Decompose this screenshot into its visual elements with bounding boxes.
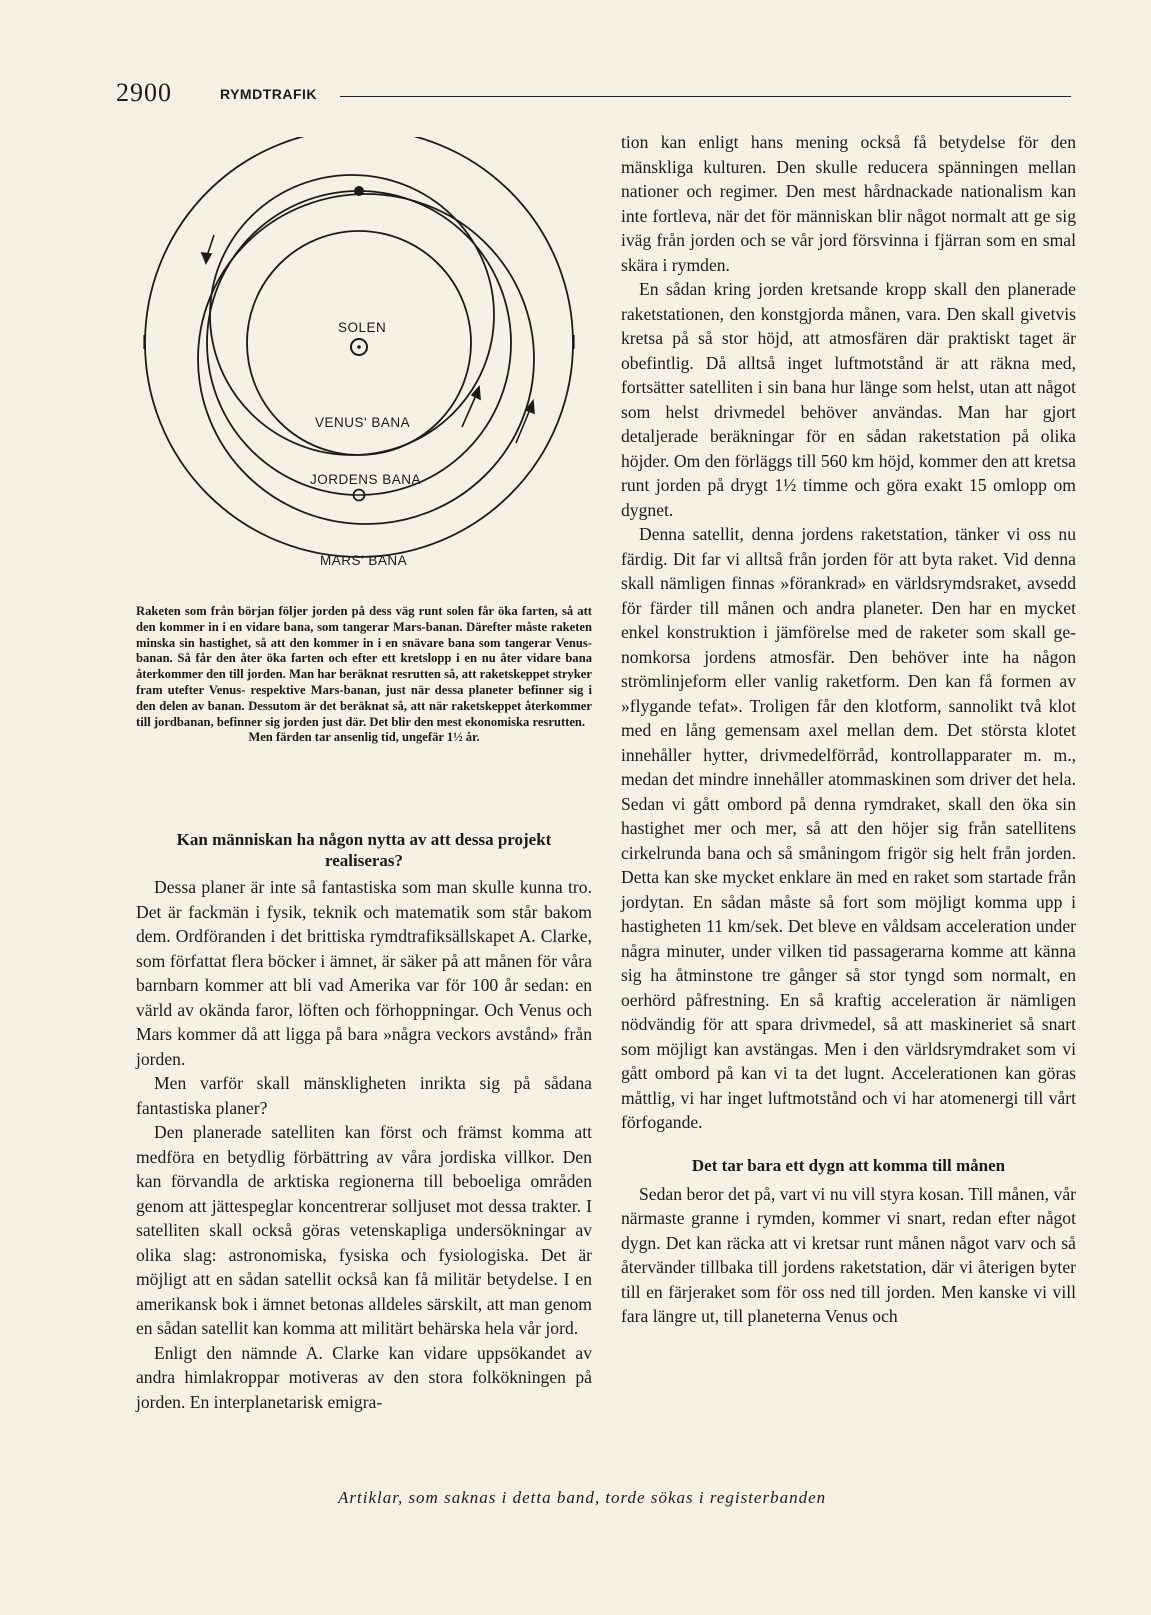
figure-caption bbox=[136, 604, 592, 746]
rocket-dot bbox=[354, 186, 364, 196]
paragraph: Men varför skall mänskligheten inrikta sig på sådana fantastiska planer? bbox=[136, 1073, 592, 1118]
page-number: 2900 bbox=[116, 78, 172, 107]
section-heading: Kan människan ha någon nytta av att dessa projekt realiseras? bbox=[176, 830, 552, 870]
arrow-right bbox=[516, 407, 531, 443]
venus-label: VENUS' BANA bbox=[315, 415, 411, 430]
caption-text: Raketen som från början följer jorden på dess väg runt solen får öka farten, så att den kommer in i en vidare bana, som tangerar Mars-banan. Därefter måste raketen minska sin hastighet, så att den kommer in i en snävare bana som tangerar Venus-banan. Så får den åter öka farten och efter ett kretslopp i en nu åter vidare bana återkommer den till jorden. Man har beräknat resrutten så, att raketskeppet stryker fram utefter Venus- respektive Mars-banan, just när dessa planeter befinner sig i den delen av banan. Dessutom är det beräknat så, att när raketskeppet återkommer till jordbanan, befinner sig jorden just där. Det blir den mest ekonomiska resrutten. bbox=[136, 604, 592, 729]
left-column bbox=[136, 829, 592, 1414]
running-head: RYMDTRAFIK bbox=[220, 86, 318, 102]
page-footer: Artiklar, som saknas i detta band, torde sökas i registerbanden bbox=[338, 1488, 827, 1507]
paragraph: Den planerade satelliten kan först och främst komma att medföra en betydlig förbättring av våra jordiska villkor. Den kan förvandla de arktiska regionerna till beboeliga områden genom att jättespeglar koncentrerar solljuset mot dessa trakter. I satelliten skall också göras vetenskapliga undersökningar av olika slag: astronomiska, fysiska och fysiologiska. Det är möjligt att en sådan satellit också kan få militär betydelse. I en amerikansk bok i ämnet betonas alldeles särskilt, att man genom en sådan satellit kan komma att militärt behärska hela vår jord. bbox=[136, 1122, 592, 1338]
mars-label: MARS' BANA bbox=[320, 553, 408, 568]
paragraph: Dessa planer är inte så fantastiska som man skulle kunna tro. Det är fackmän i fysik, teknik och matematik som står bakom dem. Ordföranden i det brittiska rymdtrafiksällskapet A. Clarke, som författat flera böcker i ämnet, är säker på att månen för våra barnbarn kommer att bli vad Amerika var för 100 år sedan: en värld av okända faror, löften och förhoppningar. Och Venus och Mars kommer då att ligga på bara »några veckors avstånd» från jorden. bbox=[136, 877, 592, 1069]
paragraph: Denna satellit, denna jordens raketstation, tänker vi oss nu färdig. Dit far vi alltså från jorden för att byta raket. Vid denna skall nämligen finnas »förankrad» en världsrymdsraket, avsedd för färder till månen och andra planeter. Den har en mycket enkel konstruktion i jämförelse med de raketer som skall genomkorsa jordens atmosfär. Den behöver inte ha någon strömlinjeform eller vanlig raketform. Den kan få formen av »flygande tefat». Troligen får den klotform, sannolikt två klot med en lång gemensam axel mellan dem. Det största klotet innehåller hytter, drivmedelförråd, kontrollapparater m. m., medan det mindre innehåller atommaskinen som driver det hela. Sedan vi gått ombord på denna rymdraket, skall den öka sin hastighet mer och mer, så att den höjer sig från satellitens cirkelrunda bana och så småningom frigör sig helt från jorden. Detta kan ske mycket enklare än med en raket som startade från jordytan. En sådan måste så fort som möjligt komma upp i hastigheten 11 km/sek. Det bleve en våldsam acceleration under några minuter, under vilken tid passagerarna komme att känna sig ha åtminstone tre gånger så stor tyngd som normalt, en oerhörd påfrestning. En så kraftig acceleration är nämligen nödvändig för att spara drivmedel, så att maskineriet så snart som möjligt kan avstängas. Men i den världsrymdraket som vi gått ombord på kan vi ta det lugnt. Accelerationen kan göras måttlig, vi har inget luftmotstånd och vi har atomenergi till vårt förfogande. bbox=[621, 524, 1076, 1132]
page-header bbox=[116, 78, 1071, 106]
orbit-diagram bbox=[134, 137, 604, 592]
right-column bbox=[621, 130, 1076, 1329]
arrow-mid bbox=[462, 393, 477, 427]
earth-label: JORDENS BANA bbox=[310, 472, 422, 487]
paragraph: Enligt den nämnde A. Clarke kan vidare uppsökandet av andra himlakroppar motiveras av den stora folkökningen på jorden. En interplanetarisk emigra- bbox=[136, 1342, 592, 1412]
section-heading: Det tar bara ett dygn att komma till månen bbox=[691, 1155, 1006, 1175]
orbit-diagram-svg bbox=[134, 137, 604, 592]
paragraph-continuation: tion kan enligt hans mening också få betydelse för den mänskliga kulturen. Den skulle reducera spänningen mellan nationer och regimer. Den mest hårdnackade nationalism kan inte fortleva, när det för människan blir något normalt att ge sig iväg från jorden och se vår jord försvinna i fjärran som en smal skära i rymden. bbox=[621, 132, 1076, 275]
caption-last-line: Men färden tar ansenlig tid, ungefär 1½ år. bbox=[248, 730, 480, 745]
sun-label: SOLEN bbox=[338, 320, 387, 335]
paragraph: Sedan beror det på, vart vi nu vill styra kosan. Till månen, vår närmaste granne i rymden, kommer vi snart, redan efter något dygn. Det kan räcka att vi kretsar runt månen något varv och så återvänder tillbaka till jordens raketstation, där vi återigen byter till en färjeraket som för oss ned till jorden. Men kanske vi vill fara längre ut, till planeterna Venus och bbox=[621, 1183, 1076, 1326]
header-rule bbox=[340, 96, 1071, 97]
paragraph: En sådan kring jorden kretsande kropp skall den planerade raketstationen, den konstgjorda månen, vara. Den skall givetvis kretsa på så stor höjd, att atmosfären där praktiskt taget är obefintlig. Då alltså inget luftmotstånd är att räkna med, fortsätter satelliten i sin bana hur länge som helst, utan att något som helst drivmedel behöver användas. Man har gjort detaljerade beräkningar för en sådan raketstation på olika höjder. Om den förläggs till 560 km höjd, kommer den att kretsa runt jorden på drygt 1½ timme och göra exakt 15 omlopp om dygnet. bbox=[621, 279, 1076, 520]
